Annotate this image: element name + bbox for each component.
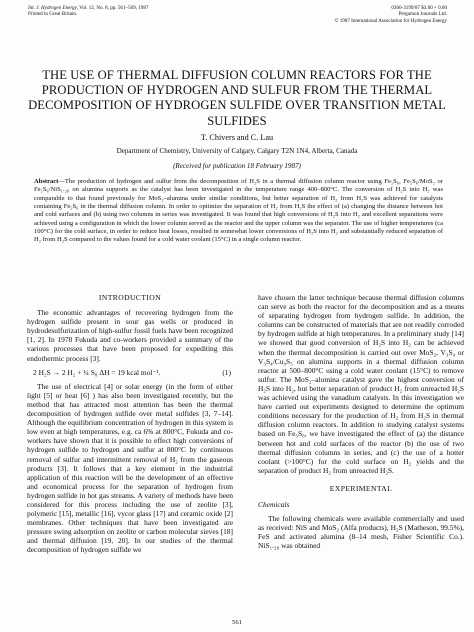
intro-paragraph-1: The economic advantages of recovering hydrogen from the hydrogen sulfide present in sour gas wells or produced in hydrodesulfurization of high-sulfur fossil fuels have been recognized [1, 2]. In 1978 Fukuda and co-workers provided a summary of the various processes that have been proposed for expediting this endothermic process [3]. bbox=[27, 308, 233, 363]
abstract-text: —The production of hydrogen and sulfur from the decomposition of H₂S in a thermal diffusion column reactor using Fe₅S₆, Fe₅S₆/MoS₂ or Fe₅S₆/NiS₁.₂₀ on alumina supports as the catalyst has been investigated in the temperature range 400–800°C. The conversion of H₂S into H₂ was comparable to that found previously for MoS₂–alumina under similar conditions, but better separation of H₂ from H₂S was achieved for catalysts containing Fe₅S₆ in the thermal diffusion column. In order to optimize the separation of H₂ from H₂S the effect of (a) changing the distance between hot and cold surfaces and (b) using two columns in series was investigated. It was found that high conversions of H₂S into H₂ and excellent separations were achieved using a configuration in which the lower column served as the reactor and the upper column was the separator. The use of higher temperatures (ca 100°C) for the cold surface, in order to reduce heat losses, resulted in somewhat lower conversions of H₂S into H₂ and substantially reduced separation of H₂ from H₂S compared to the values found for a cold water coolant (15°C) in a single column reactor. bbox=[34, 178, 443, 244]
abstract-label: Abstract bbox=[34, 178, 59, 185]
journal-header bbox=[28, 5, 148, 18]
volume-info: Vol. 12, No. 8, pp. 561–569, 1987 bbox=[79, 5, 149, 11]
abstract bbox=[34, 178, 443, 245]
subsection-heading-chemicals: Chemicals bbox=[258, 499, 290, 509]
title-line: PRODUCTION OF HYDROGEN AND SULFUR FROM THE THERMAL bbox=[41, 83, 433, 98]
received-date: (Received for publication 18 February 1987) bbox=[173, 162, 301, 170]
section-heading-introduction: INTRODUCTION bbox=[98, 293, 162, 302]
section-heading-experimental: EXPERIMENTAL bbox=[329, 483, 393, 493]
authors: T. Chivers and C. Lau bbox=[200, 133, 274, 142]
page-number: 561 bbox=[232, 619, 242, 626]
right-column bbox=[258, 293, 464, 550]
equation-1 bbox=[33, 368, 233, 377]
left-column bbox=[27, 293, 233, 555]
copyright-note: © 1987 International Association for Hydrogen Energy bbox=[334, 17, 447, 24]
journal-name: Int. J. Hydrogen Energy, bbox=[28, 5, 78, 11]
intro-paragraph-2: The use of electrical [4] or solar energy (in the form of either light [5] or heat [6] ) has also been investigated recently, but the method that has attracted most attention has been the thermal decomposition of hydrogen sulfide over metal sulfides [3, 7–14]. Although the equilibrium concentration of hydrogen in this system is low even at high temperatures, e.g. ca 6% at 800°C, Fukuda and co-workers have shown that it is possible to effect high conversions of hydrogen sulfide to hydrogen and sulfur at 800°C by continuous removal of sulfur and intermittent removal of H₂ from the gaseous products [3]. It follows that a key element in the industrial application of this reaction will be the development of an effective and economical process for the separation of hydrogen from hydrogen sulfide in hot gas streams. A variety of methods have been considered for this process including the use of zeolite [3], polymeric [15], metallic [16], vycor glass [17] and ceramic oxide [2] membranes. Other techniques that have been investigated are pressure swing adsorption on zeolite or carbon molecular sieves [18] and thermal diffusion [19, 20]. In our studies of the thermal decomposition of hydrogen sulfide we bbox=[27, 381, 233, 555]
price-code: 0360-3199/87 $3.00 + 0.00 bbox=[391, 5, 447, 11]
title-line: SULFIDES bbox=[207, 113, 267, 128]
intro-paragraph-3: have chosen the latter technique because thermal diffusion columns can serve as both the reactor for the decomposition and as a means of separating hydrogen from hydrogen sulfide. In addition, the columns can be constructed of materials that are not readily corroded by hydrogen sulfide at high temperatures. In a preliminary study [14] we showed that good conversion of H₂S into H₂ can be achieved when the thermal decomposition is carried out over MoS₂, V₃S₄ or V₃S₄/Cu₉S₅ on alumina supports in a thermal diffusion column reactor at 500–800°C using a cold water coolant (15°C) to remove sulfur. The MoS₂–alumina catalyst gave the highest conversion of H₂S into H₂, but better separation of product H₂ from unreacted H₂S was achieved using the vanadium catalysts. In this investigation we have carried out experiments designed to determine the optimum conditions necessary for the production of H₂ from H₂S in thermal diffusion column reactors. In addition to studying catalyst systems based on Fe₅S₆, we have investigated the effect of (a) the distance between hot and cold surfaces of the reactor (b) the use of two thermal diffusion columns in series, and (c) the use of a hotter coolant (>100°C) for the cold surface on H₂ yields and the separation of product H₂ from unreacted H₂S. bbox=[258, 293, 464, 475]
publisher-header bbox=[335, 5, 447, 24]
title-line: DECOMPOSITION OF HYDROGEN SULFIDE OVER TRANSITION METAL bbox=[28, 98, 446, 113]
paper-title bbox=[20, 68, 454, 129]
experimental-paragraph-1: The following chemicals were available commercially and used as received: NiS and MoS₂ (Alfa products), H₂S (Matheson, 99.5%), FeS and activated alumina (8–14 mesh, Fisher Scientific Co.). NiS₁.₂₀ was obtained bbox=[258, 514, 464, 551]
affiliation: Department of Chemistry, University of Calgary, Calgary T2N 1N4, Alberta, Canada bbox=[116, 147, 358, 155]
equation-number: (1) bbox=[222, 367, 231, 377]
equation-text: 2 H₂S → 2 H₂ + ¼ S₈ ΔH = 19 kcal mol⁻¹. bbox=[33, 367, 161, 377]
publisher-name: Pergamon Journals Ltd. bbox=[398, 11, 447, 18]
printed-note: Printed in Great Britain. bbox=[28, 11, 78, 18]
title-line: THE USE OF THERMAL DIFFUSION COLUMN REACTORS FOR THE bbox=[42, 68, 432, 82]
